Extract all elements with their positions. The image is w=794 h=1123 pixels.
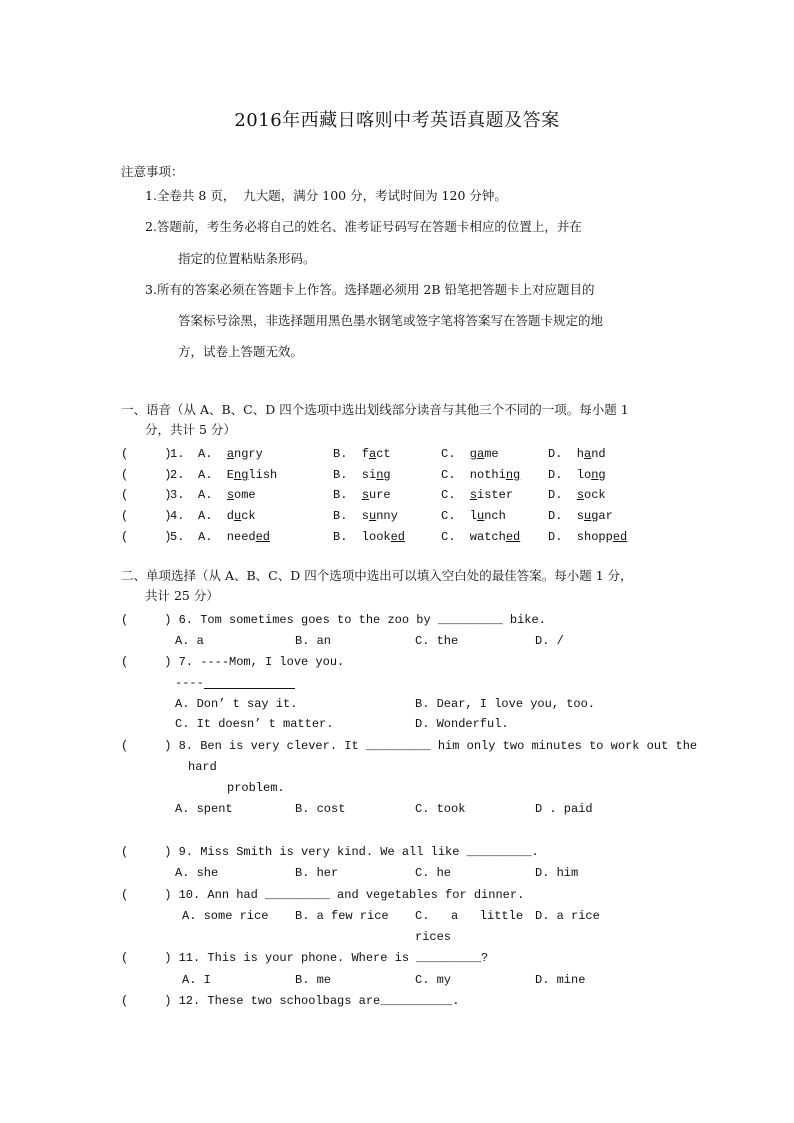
section1-heading: 一、语音（从 A、B、C、D 四个选项中选出划线部分读音与其他三个不同的一项。每小题 1 bbox=[121, 402, 629, 417]
option-prefix: C. watch bbox=[441, 530, 506, 544]
underlined-sound: a bbox=[226, 447, 235, 461]
question-9-option-a: A. she bbox=[175, 866, 219, 880]
question-5-option-b bbox=[333, 529, 405, 545]
question-8-option-b: B. cost bbox=[295, 802, 346, 816]
underlined-sound: a bbox=[477, 447, 485, 461]
section2-heading-cont: 共计 25 分） bbox=[145, 588, 219, 603]
question-5-option-a bbox=[198, 529, 270, 545]
option-suffix: ister bbox=[477, 488, 514, 502]
question-12-stem: ( ) 12. These two schoolbags are__________. bbox=[121, 994, 460, 1008]
question-4-option-d bbox=[548, 508, 613, 524]
question-6-option-b: B. an bbox=[295, 634, 332, 648]
option-prefix: A. E bbox=[198, 468, 235, 482]
question-6-option-d: D. / bbox=[535, 634, 564, 648]
question-1-number: 1. bbox=[170, 447, 185, 461]
underlined-sound: s bbox=[576, 488, 585, 502]
underlined-sound: u bbox=[369, 509, 377, 523]
underlined-sound: ng bbox=[591, 468, 606, 482]
page-title: 2016年西藏日喀则中考英语真题及答案 bbox=[234, 110, 560, 131]
question-3-option-d bbox=[548, 487, 606, 503]
option-prefix: D. s bbox=[548, 509, 585, 523]
option-suffix: nd bbox=[591, 447, 606, 461]
question-2-option-b bbox=[333, 467, 391, 483]
question-7-blank bbox=[204, 688, 295, 689]
option-prefix: A. d bbox=[198, 509, 235, 523]
question-3-option-c bbox=[441, 487, 513, 503]
option-suffix: gar bbox=[591, 509, 613, 523]
question-5-option-c bbox=[441, 529, 520, 545]
question-10-option-c: C. a little bbox=[415, 909, 524, 923]
notes-item-2-cont: 指定的位置粘贴条形码。 bbox=[178, 251, 316, 266]
section1-heading-cont: 分，共计 5 分） bbox=[145, 422, 236, 437]
question-8-stem: ( ) 8. Ben is very clever. It _________ him only two minutes to work out the bbox=[121, 739, 698, 753]
underlined-sound: ed bbox=[390, 530, 406, 544]
underlined-sound: u bbox=[584, 509, 592, 523]
question-4-number: 4. bbox=[170, 509, 185, 523]
question-2-paren: ( ) bbox=[121, 468, 172, 482]
option-suffix: me bbox=[484, 447, 499, 461]
notes-heading: 注意事项： bbox=[121, 164, 184, 179]
option-prefix: B. si bbox=[333, 468, 377, 482]
question-11-option-a: A. I bbox=[182, 973, 211, 987]
option-prefix: D. h bbox=[548, 447, 585, 461]
option-suffix: ure bbox=[369, 488, 391, 502]
question-3-option-a bbox=[198, 487, 256, 503]
underlined-sound: u bbox=[234, 509, 242, 523]
question-10-option-b: B. a few rice bbox=[295, 909, 389, 923]
question-1-option-b bbox=[333, 446, 391, 462]
option-prefix: C. g bbox=[441, 447, 478, 461]
option-prefix: D. bbox=[548, 488, 577, 502]
notes-item-3: 3.所有的答案必须在答题卡上作答。选择题必须用 2B 铅笔把答题卡上对应题目的 bbox=[145, 282, 595, 297]
question-1-option-c bbox=[441, 446, 499, 462]
question-7-option-c: C. It doesn’ t matter. bbox=[175, 717, 334, 731]
question-2-number: 2. bbox=[170, 468, 185, 482]
question-2-option-d bbox=[548, 467, 606, 483]
option-prefix: A. bbox=[198, 488, 227, 502]
question-11-option-c: C. my bbox=[415, 973, 452, 987]
question-1-paren: ( ) bbox=[121, 447, 172, 461]
question-3-number: 3. bbox=[170, 488, 185, 502]
option-suffix: ct bbox=[376, 447, 391, 461]
question-10-option-c-cont: rices bbox=[415, 930, 452, 944]
question-8-cont: hard bbox=[188, 760, 217, 774]
question-9-option-d: D. him bbox=[535, 866, 579, 880]
underlined-sound: a bbox=[584, 447, 592, 461]
question-7-option-b: B. Dear, I love you, too. bbox=[415, 697, 596, 711]
underlined-sound: ed bbox=[505, 530, 521, 544]
underlined-sound: ng bbox=[234, 468, 249, 482]
option-prefix: A. bbox=[198, 447, 227, 461]
question-11-option-b: B. me bbox=[295, 973, 332, 987]
option-prefix: D. lo bbox=[548, 468, 592, 482]
option-suffix: ck bbox=[241, 509, 256, 523]
question-3-paren: ( ) bbox=[121, 488, 172, 502]
option-suffix: ock bbox=[584, 488, 606, 502]
underlined-sound: ed bbox=[255, 530, 271, 544]
question-4-option-a bbox=[198, 508, 256, 524]
question-6-stem: ( ) 6. Tom sometimes goes to the zoo by _________ bike. bbox=[121, 613, 546, 627]
question-8-option-c: C. took bbox=[415, 802, 466, 816]
underlined-sound: a bbox=[369, 447, 377, 461]
option-suffix: lish bbox=[248, 468, 278, 482]
option-prefix: C. nothi bbox=[441, 468, 506, 482]
notes-item-3-cont2: 方，试卷上答题无效。 bbox=[178, 344, 304, 359]
question-2-option-c bbox=[441, 467, 520, 483]
option-prefix: A. need bbox=[198, 530, 256, 544]
question-8-option-a: A. spent bbox=[175, 802, 233, 816]
option-prefix: B. bbox=[333, 488, 362, 502]
option-prefix: D. shopp bbox=[548, 530, 613, 544]
underlined-sound: s bbox=[361, 488, 370, 502]
question-11-option-d: D. mine bbox=[535, 973, 586, 987]
underlined-sound: u bbox=[477, 509, 485, 523]
option-suffix: ngry bbox=[234, 447, 263, 461]
section2-heading: 二、单项选择（从 A、B、C、D 四个选项中选出可以填入空白处的最佳答案。每小题 1 分， bbox=[121, 568, 633, 583]
question-7-option-d: D. Wonderful. bbox=[415, 717, 509, 731]
option-suffix: nch bbox=[484, 509, 506, 523]
option-suffix: ome bbox=[234, 488, 256, 502]
underlined-sound: s bbox=[469, 488, 478, 502]
question-7-reply: ---- bbox=[175, 676, 204, 690]
question-5-number: 5. bbox=[170, 530, 185, 544]
option-suffix: nny bbox=[376, 509, 398, 523]
question-4-paren: ( ) bbox=[121, 509, 172, 523]
question-9-stem: ( ) 9. Miss Smith is very kind. We all like _________. bbox=[121, 845, 539, 859]
question-11-stem: ( ) 11. This is your phone. Where is _________? bbox=[121, 951, 489, 965]
question-1-option-a bbox=[198, 446, 263, 462]
question-10-option-a: A. some rice bbox=[182, 909, 269, 923]
underlined-sound: ng bbox=[505, 468, 521, 482]
question-4-option-c bbox=[441, 508, 506, 524]
question-7-stem: ( ) 7. ----Mom, I love you. bbox=[121, 655, 345, 669]
question-9-option-b: B. her bbox=[295, 866, 339, 880]
question-4-option-b bbox=[333, 508, 398, 524]
option-prefix: B. look bbox=[333, 530, 391, 544]
question-3-option-b bbox=[333, 487, 391, 503]
question-8-option-d: D . paid bbox=[535, 802, 593, 816]
option-prefix: C. l bbox=[441, 509, 478, 523]
option-prefix: B. f bbox=[333, 447, 370, 461]
underlined-sound: s bbox=[226, 488, 235, 502]
question-10-stem: ( ) 10. Ann had _________ and vegetables for dinner. bbox=[121, 888, 525, 902]
question-6-option-c: C. the bbox=[415, 634, 459, 648]
question-5-option-d bbox=[548, 529, 627, 545]
question-2-option-a bbox=[198, 467, 277, 483]
underlined-sound: ng bbox=[376, 468, 391, 482]
notes-item-1: 1.全卷共 8 页， 九大题，满分 100 分，考试时间为 120 分钟。 bbox=[145, 188, 507, 203]
question-1-option-d bbox=[548, 446, 606, 462]
question-6-option-a: A. a bbox=[175, 634, 204, 648]
notes-item-3-cont: 答案标号涂黑，非选择题用黑色墨水钢笔或签字笔将答案写在答题卡规定的地 bbox=[178, 313, 604, 328]
notes-item-2: 2.答题前，考生务必将自己的姓名、准考证号码写在答题卡相应的位置上，并在 bbox=[145, 219, 582, 234]
option-prefix: C. bbox=[441, 488, 470, 502]
underlined-sound: ed bbox=[612, 530, 628, 544]
question-5-paren: ( ) bbox=[121, 530, 172, 544]
question-10-option-d: D. a rice bbox=[535, 909, 600, 923]
option-prefix: B. s bbox=[333, 509, 370, 523]
question-7-option-a: A. Don’ t say it. bbox=[175, 697, 298, 711]
question-9-option-c: C. he bbox=[415, 866, 452, 880]
question-8-cont2: problem. bbox=[227, 781, 285, 795]
